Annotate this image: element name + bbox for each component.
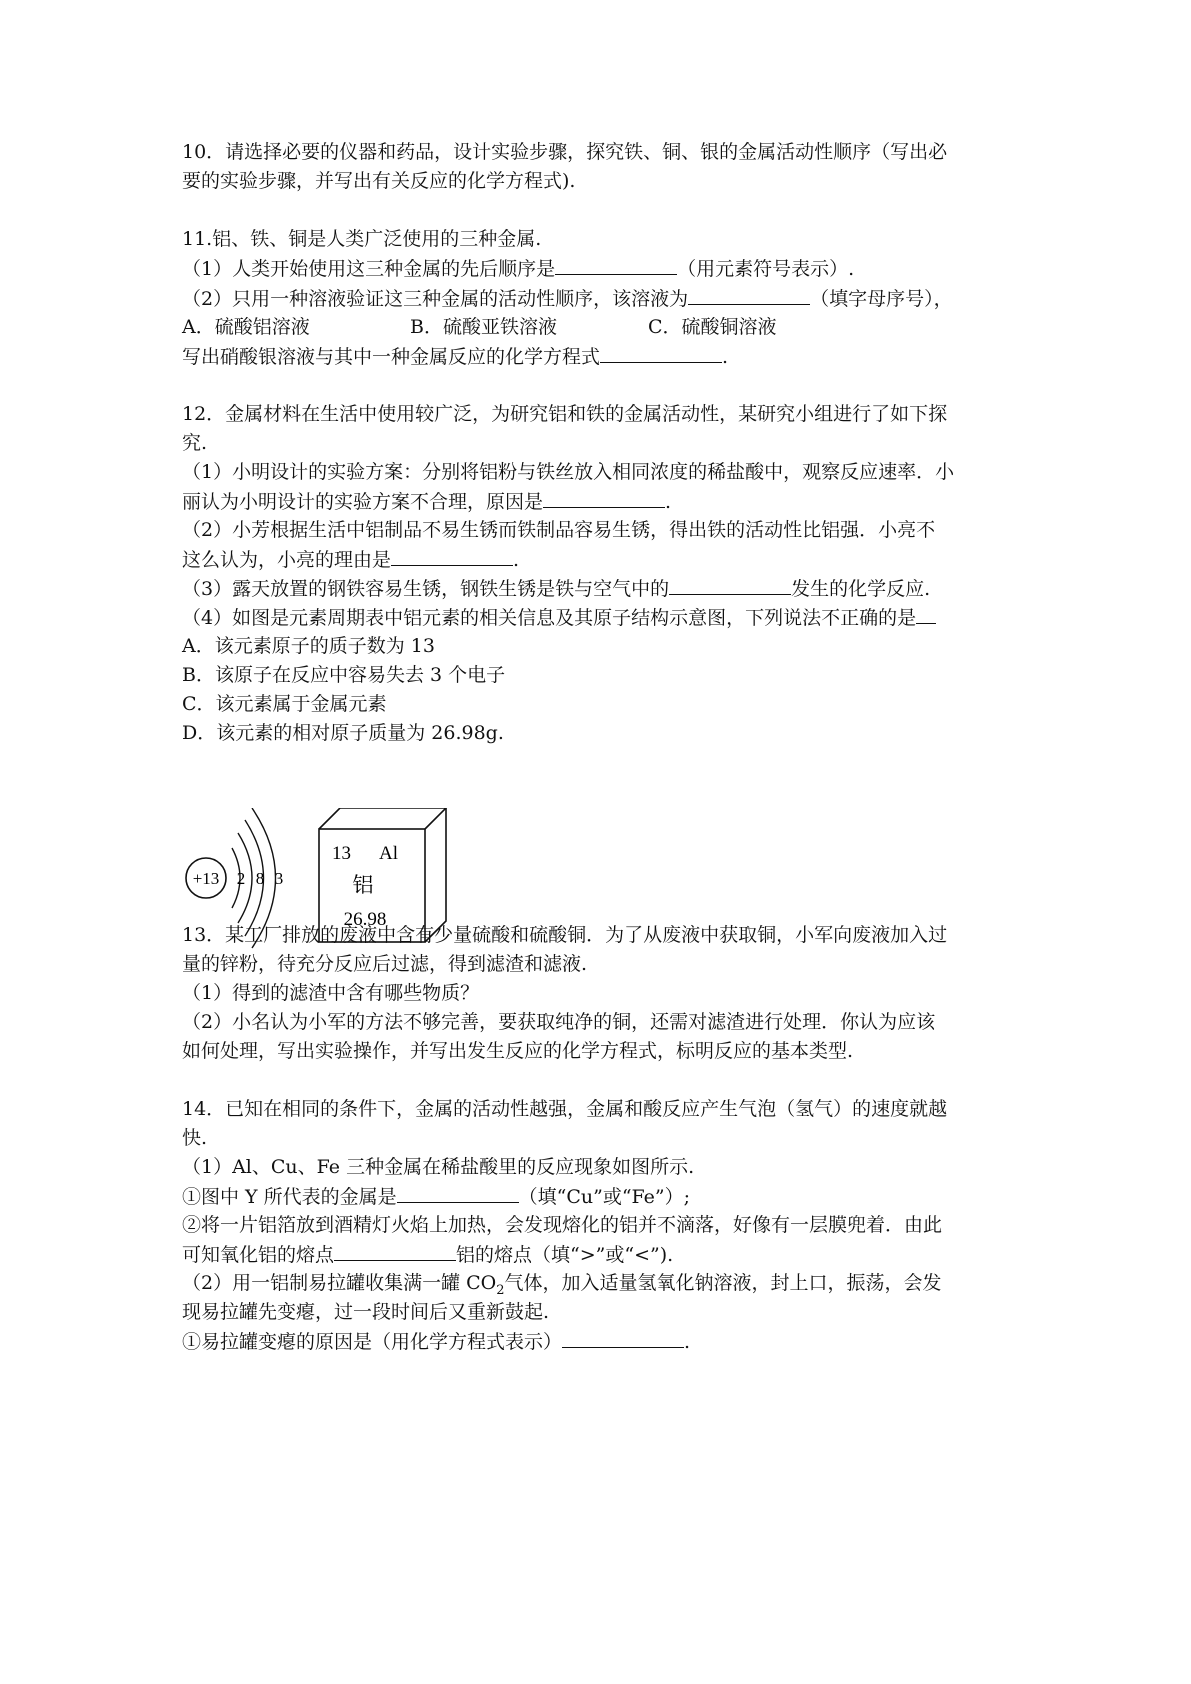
q14-part-2-line-2: 现易拉罐先变瘪，过一段时间后又重新鼓起. (182, 1301, 550, 1323)
atomic-mass: 26.98 (343, 909, 387, 930)
q12-option-a: A．该元素原子的质子数为 13 (182, 635, 435, 657)
answer-blank[interactable] (397, 1182, 519, 1203)
q11-part-3-suffix: . (722, 346, 729, 368)
q12-part-1-text: 丽认为小明设计的实验方案不合理，原因是 (182, 491, 544, 513)
q13-line-1: 13．某工厂排放的废液中含有少量硫酸和硫酸铜．为了从废液中获取铜，小军向废液加入过 (182, 924, 948, 946)
q14-part-1: （1）Al、Cu、Fe 三种金属在稀盐酸里的反应现象如图所示. (182, 1156, 695, 1178)
answer-blank[interactable] (688, 284, 810, 305)
answer-blank[interactable] (916, 603, 936, 624)
q12-part-1-line-1: （1）小明设计的实验方案：分别将铝粉与铁丝放入相同浓度的稀盐酸中，观察反应速率．小 (182, 461, 955, 483)
answer-blank[interactable] (391, 545, 513, 566)
q14-part-2a-suffix: . (684, 1331, 691, 1353)
q11-part-1-text: （1）人类开始使用这三种金属的先后顺序是 (182, 258, 556, 280)
q11-part-3 (182, 342, 728, 371)
q12-part-3 (182, 574, 930, 603)
q11-stem: 11.铝、铁、铜是人类广泛使用的三种金属. (182, 228, 542, 250)
q12-part-2-suffix: . (513, 549, 520, 571)
shell-electrons-1: 2 (236, 869, 246, 888)
element-symbol: Al (379, 843, 398, 864)
atom-structure-diagram (186, 808, 283, 948)
periodic-table-cell (319, 808, 446, 942)
q10-line-2: 要的实验步骤，并写出有关反应的化学方程式). (182, 170, 576, 192)
q11-part-1 (182, 254, 854, 283)
q12-line-2: 究. (182, 432, 208, 454)
q11-part-3-text: 写出硝酸银溶液与其中一种金属反应的化学方程式 (182, 346, 601, 368)
q14-line-1: 14．已知在相同的条件下，金属的活动性越强，金属和酸反应产生气泡（氢气）的速度就越 (182, 1098, 948, 1120)
q14-part-1b-text: 可知氧化铝的熔点 (182, 1244, 335, 1266)
nucleus-charge: +13 (192, 869, 220, 888)
q10-line-1: 10．请选择必要的仪器和药品，设计实验步骤，探究铁、铜、银的金属活动性顺序（写出必 (182, 141, 948, 163)
shell-electrons-2: 8 (255, 869, 265, 888)
element-name: 铝 (352, 873, 374, 897)
answer-blank[interactable] (334, 1240, 456, 1261)
q14-part-1a-text: ①图中 Y 所代表的金属是 (182, 1186, 397, 1208)
q12-option-b: B．该原子在反应中容易失去 3 个电子 (182, 664, 506, 686)
q12-part-1-suffix: . (665, 491, 672, 513)
q11-option-a: A．硫酸铝溶液 (182, 316, 310, 338)
q13-part-1: （1）得到的滤渣中含有哪些物质？ (182, 982, 480, 1004)
q14-part-1a (182, 1182, 690, 1211)
q12-part-1-line-2 (182, 487, 671, 516)
answer-blank[interactable] (600, 342, 722, 363)
shell-electrons-3: 3 (274, 869, 284, 888)
q14-part-2a (182, 1327, 690, 1356)
q12-line-1: 12．金属材料在生活中使用较广泛，为研究铝和铁的金属活动性，某研究小组进行了如下探 (182, 403, 948, 425)
q12-part-3-text: （3）露天放置的钢铁容易生锈，钢铁生锈是铁与空气中的 (182, 578, 670, 600)
q12-option-c: C．该元素属于金属元素 (182, 693, 387, 715)
answer-blank[interactable] (669, 574, 791, 595)
atomic-number: 13 (332, 843, 351, 864)
answer-blank[interactable] (562, 1327, 684, 1348)
aluminum-figure (182, 808, 482, 958)
q13-line-2: 量的锌粉，待充分反应后过滤，得到滤渣和滤液. (182, 953, 588, 975)
q11-option-c: C．硫酸铜溶液 (648, 316, 777, 338)
q14-part-1a-suffix: （填“Cu”或“Fe”）; (518, 1186, 691, 1208)
q12-part-2-line-2 (182, 545, 519, 574)
answer-blank[interactable] (543, 487, 665, 508)
q11-option-b: B．硫酸亚铁溶液 (410, 316, 557, 338)
q12-part-4 (182, 603, 936, 632)
q12-part-2-line-1: （2）小芳根据生活中铝制品不易生锈而铁制品容易生锈，得出铁的活动性比铝强．小亮不 (182, 519, 936, 541)
q14-part-2-text-rest: 气体，加入适量氢氧化钠溶液，封上口，振荡，会发 (504, 1272, 942, 1294)
q12-part-3-suffix: 发生的化学反应. (791, 578, 931, 600)
cell-top-face (319, 808, 446, 829)
q14-part-1b-line-1: ②将一片铝箔放到酒精灯火焰上加热，会发现熔化的铝并不滴落，好像有一层膜兜着．由此 (182, 1214, 943, 1236)
cell-side-face (425, 808, 446, 942)
q11-part-2-suffix: （填字母序号）， (810, 288, 953, 310)
q11-part-2 (182, 284, 953, 313)
q14-line-2: 快. (182, 1127, 208, 1149)
q13-part-2-line-1: （2）小名认为小军的方法不够完善，要获取纯净的铜，还需对滤渣进行处理．你认为应该 (182, 1011, 936, 1033)
q12-part-2-text: 这么认为，小亮的理由是 (182, 549, 392, 571)
q11-part-2-text: （2）只用一种溶液验证这三种金属的活动性顺序，该溶液为 (182, 288, 689, 310)
answer-blank[interactable] (555, 254, 677, 275)
q14-part-1b-suffix: 铝的熔点（填“>”或“<”). (456, 1244, 674, 1266)
q14-part-2-text: （2）用一铝制易拉罐收集满一罐 CO (182, 1272, 497, 1294)
q12-part-4-text: （4）如图是元素周期表中铝元素的相关信息及其原子结构示意图，下列说法不正确的是 (182, 607, 917, 629)
q14-part-1b-line-2 (182, 1240, 673, 1269)
q11-part-1-suffix: （用元素符号表示）. (677, 258, 855, 280)
q14-part-2a-text: ①易拉罐变瘪的原因是（用化学方程式表示） (182, 1331, 563, 1353)
subscript-2: 2 (496, 1282, 505, 1298)
q12-option-d: D．该元素的相对原子质量为 26.98g. (182, 722, 504, 744)
q13-part-2-line-2: 如何处理，写出实验操作，并写出发生反应的化学方程式，标明反应的基本类型. (182, 1040, 854, 1062)
